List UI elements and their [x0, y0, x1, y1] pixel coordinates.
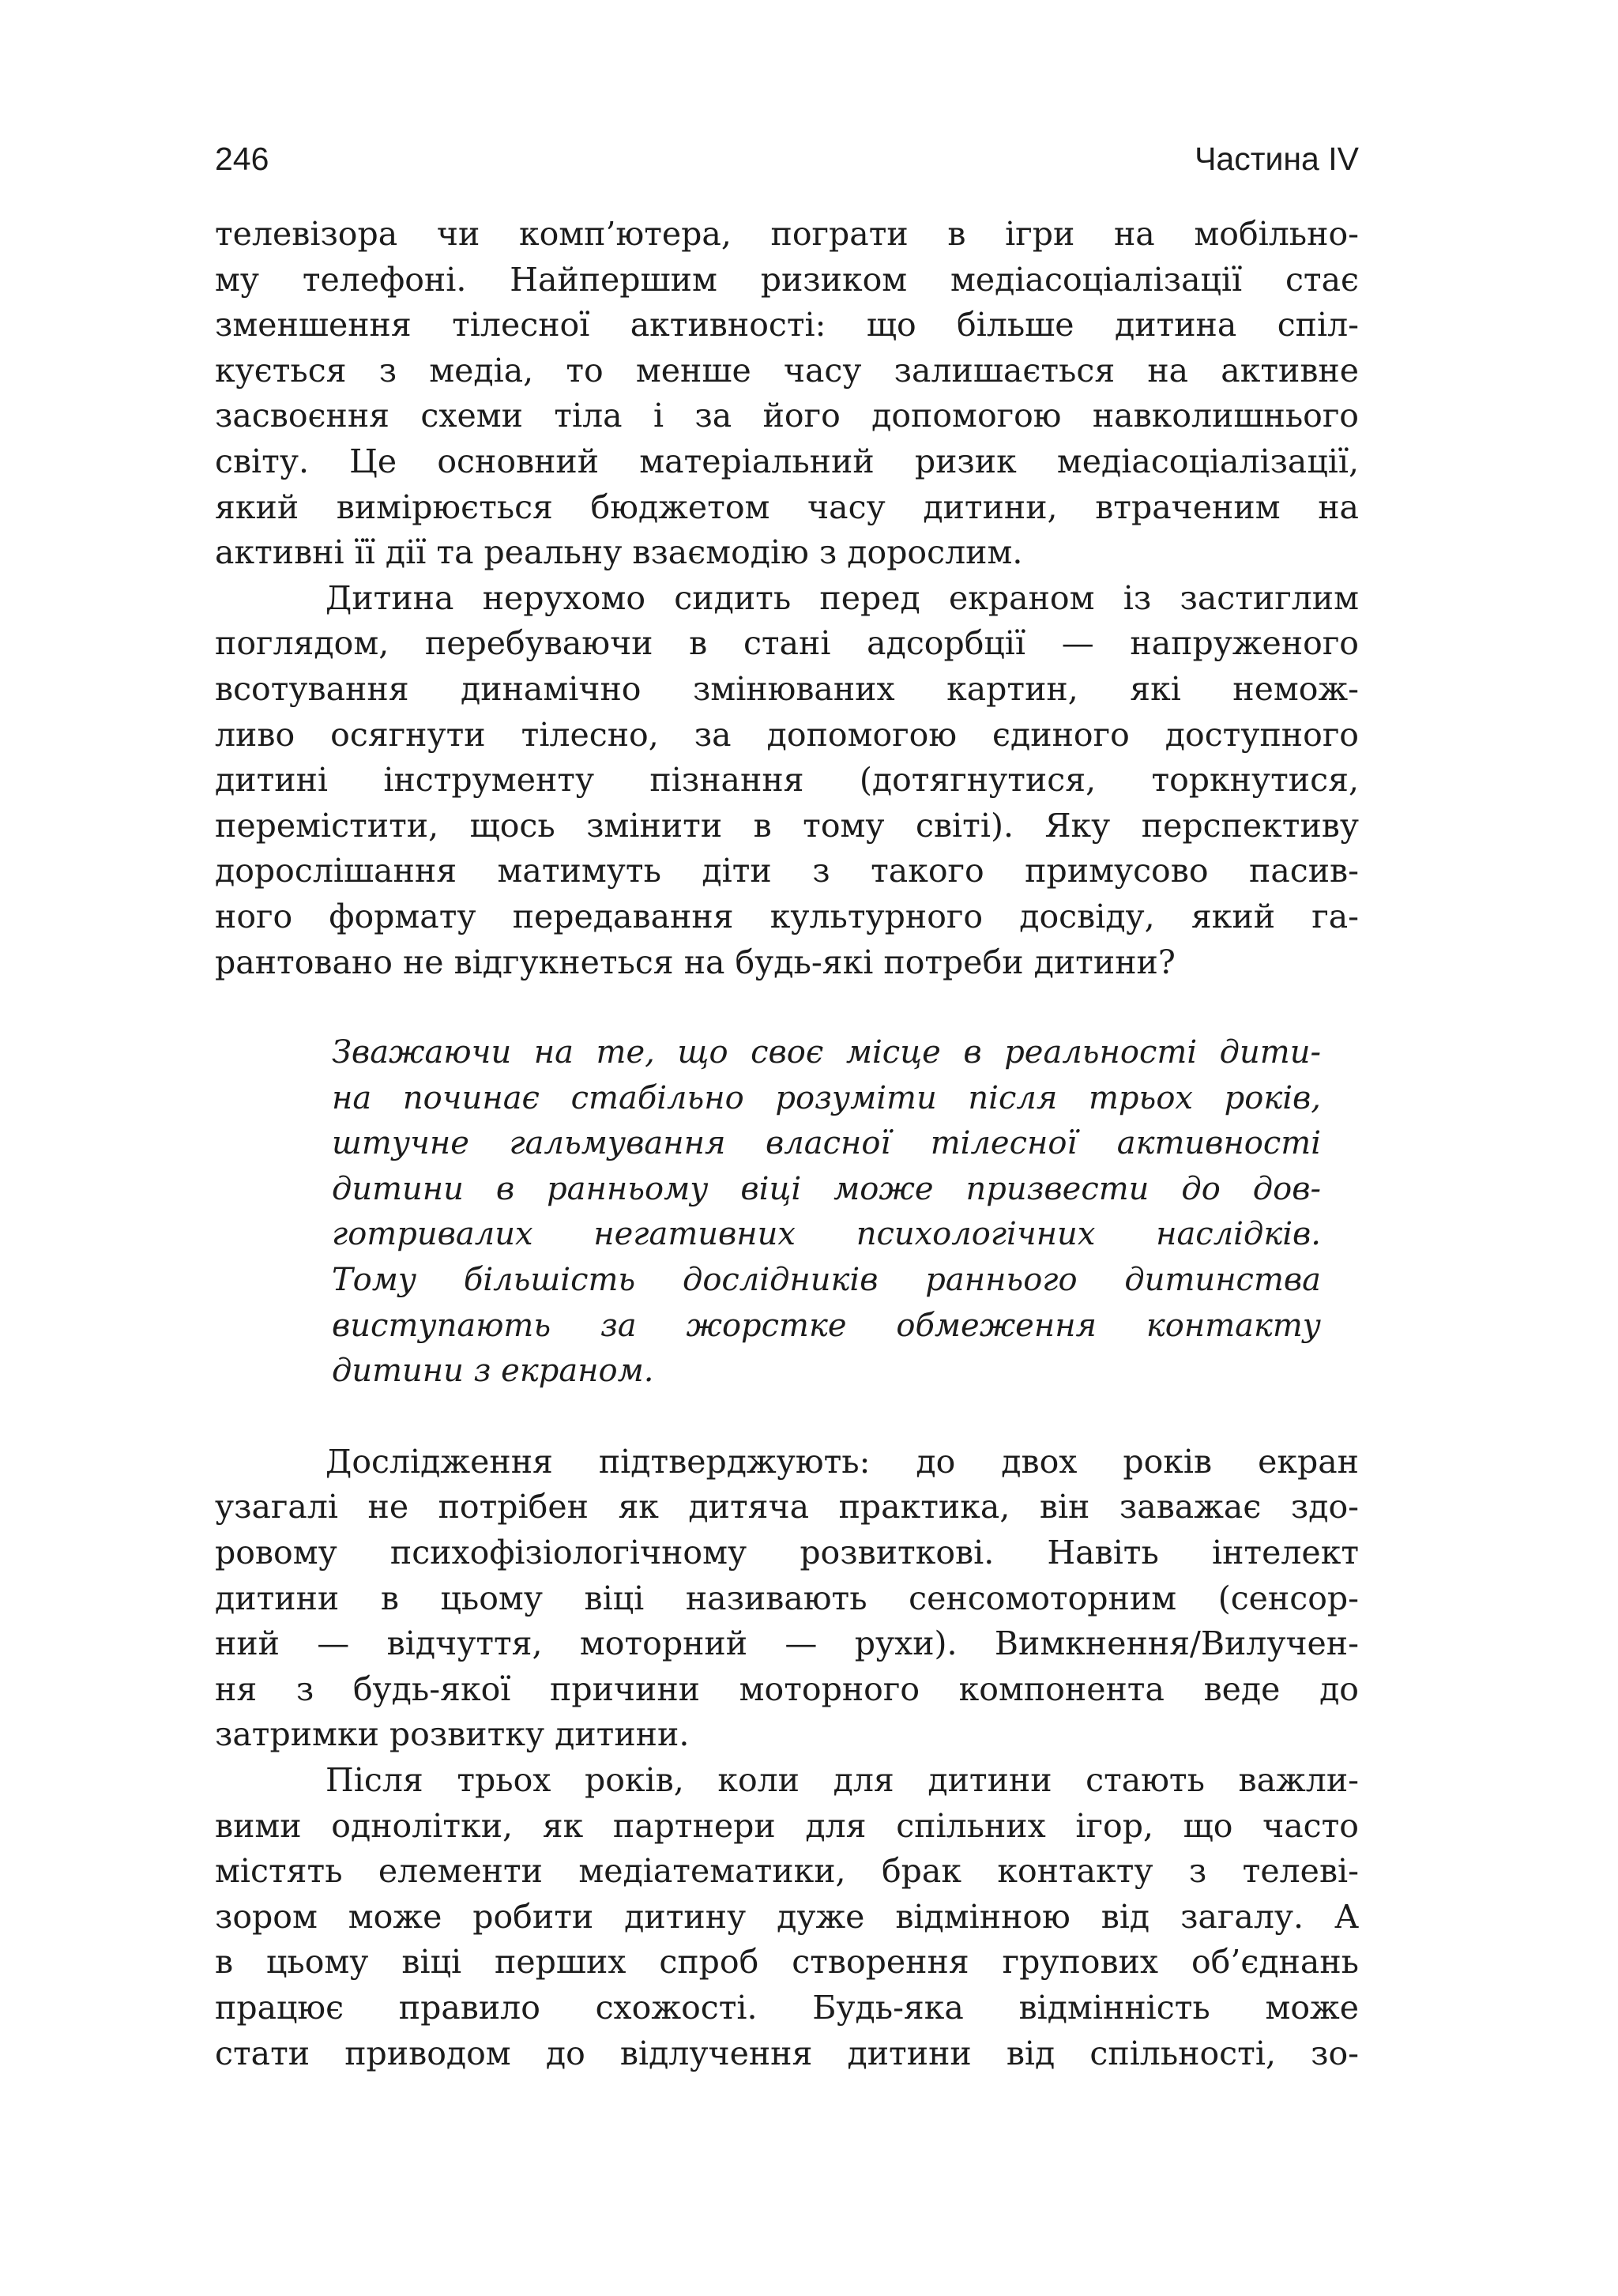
- text-line: працює правило схожості. Будь-яка відмінність може: [215, 1988, 1359, 2027]
- text-line: ня з будь-якої причини моторного компонента веде до: [215, 1669, 1359, 1708]
- quote-line: на починає стабільно розуміти після трьох років,: [332, 1079, 1321, 1116]
- text-line: Дитина нерухомо сидить перед екраном із застиглим: [325, 578, 1359, 617]
- text-line: активні її дії та реальну взаємодію з дорослим.: [215, 533, 1023, 572]
- quote-line: Тому більшість дослідників раннього дитинства: [332, 1262, 1321, 1299]
- text-line: дорослішання матимуть діти з такого примусово пасив-: [215, 852, 1359, 890]
- text-line: вими однолітки, як партнери для спільних ігор, що часто: [215, 1806, 1359, 1845]
- section-title: Частина IV: [1195, 141, 1359, 177]
- text-line: світу. Це основний матеріальний ризик медіасоціалізації,: [215, 442, 1359, 480]
- text-line: дитині інструменту пізнання (дотягнутися, торкнутися,: [215, 761, 1359, 800]
- text-line: дитини в цьому віці називають сенсомоторним (сенсор-: [215, 1579, 1359, 1617]
- text-line: Після трьох років, коли для дитини стають важли-: [325, 1761, 1359, 1799]
- text-line: містять елементи медіатематики, брак контакту з телеві-: [215, 1852, 1359, 1891]
- paragraph-3: [215, 1440, 1359, 1758]
- text-line: кується з медіа, то менше часу залишається на активне: [215, 351, 1359, 390]
- text-line: телевізора чи комп’ютера, пограти в ігри на мобільно-: [215, 215, 1359, 253]
- text-line: му телефоні. Найпершим ризиком медіасоціалізації стає: [215, 260, 1359, 299]
- text-line: засвоєння схеми тіла і за його допомогою навколишнього: [215, 397, 1359, 435]
- page-number: 246: [215, 141, 269, 177]
- text-line: зменшення тілесної активності: що більше дитина спіл-: [215, 306, 1359, 344]
- text-line: перемістити, щось змінити в тому світі). Яку перспективу: [215, 806, 1359, 845]
- text-line: ливо осягнути тілесно, за допомогою єдиного доступного: [215, 715, 1359, 754]
- quote-line: готривалих негативних психологічних наслідків.: [332, 1216, 1321, 1253]
- paragraph-2: [215, 576, 1359, 985]
- block-quote: [332, 1030, 1321, 1395]
- text-line: стати приводом до відлучення дитини від спільності, зо-: [215, 2034, 1359, 2072]
- text-line: всотування динамічно змінюваних картин, які немож-: [215, 669, 1359, 708]
- quote-line: дитини з екраном.: [332, 1353, 654, 1390]
- text-line: затримки розвитку дитини.: [215, 1715, 690, 1754]
- text-line: Дослідження підтверджують: до двох років екран: [325, 1442, 1359, 1481]
- quote-line: Зважаючи на те, що своє місце в реальності дити-: [332, 1034, 1321, 1071]
- text-line: узагалі не потрібен як дитяча практика, він заважає здо-: [215, 1488, 1359, 1526]
- text-line: поглядом, перебуваючи в стані адсорбції — напруженого: [215, 624, 1359, 663]
- body-text: [215, 212, 1359, 2076]
- paragraph-4: [215, 1758, 1359, 2076]
- paragraph-1: [215, 212, 1359, 576]
- text-line: який вимірюється бюджетом часу дитини, втраченим на: [215, 487, 1359, 526]
- text-line: ний — відчуття, моторний — рухи). Вимкнення/Вилучен-: [215, 1624, 1359, 1663]
- quote-line: дитини в ранньому віці може призвести до дов-: [332, 1170, 1321, 1207]
- running-head: [215, 141, 1359, 188]
- text-line: ного формату передавання культурного досвіду, який га-: [215, 897, 1359, 935]
- text-line: рантовано не відгукнеться на будь-які потреби дитини?: [215, 943, 1176, 981]
- text-line: зором може робити дитину дуже відмінною від загалу. А: [215, 1897, 1359, 1936]
- text-line: ровому психофізіологічному розвиткові. Навіть інтелект: [215, 1534, 1359, 1572]
- text-line: в цьому віці перших спроб створення групових об’єднань: [215, 1943, 1359, 1982]
- quote-line: виступають за жорстке обмеження контакту: [332, 1307, 1321, 1344]
- quote-line: штучне гальмування власної тілесної активності: [332, 1125, 1321, 1162]
